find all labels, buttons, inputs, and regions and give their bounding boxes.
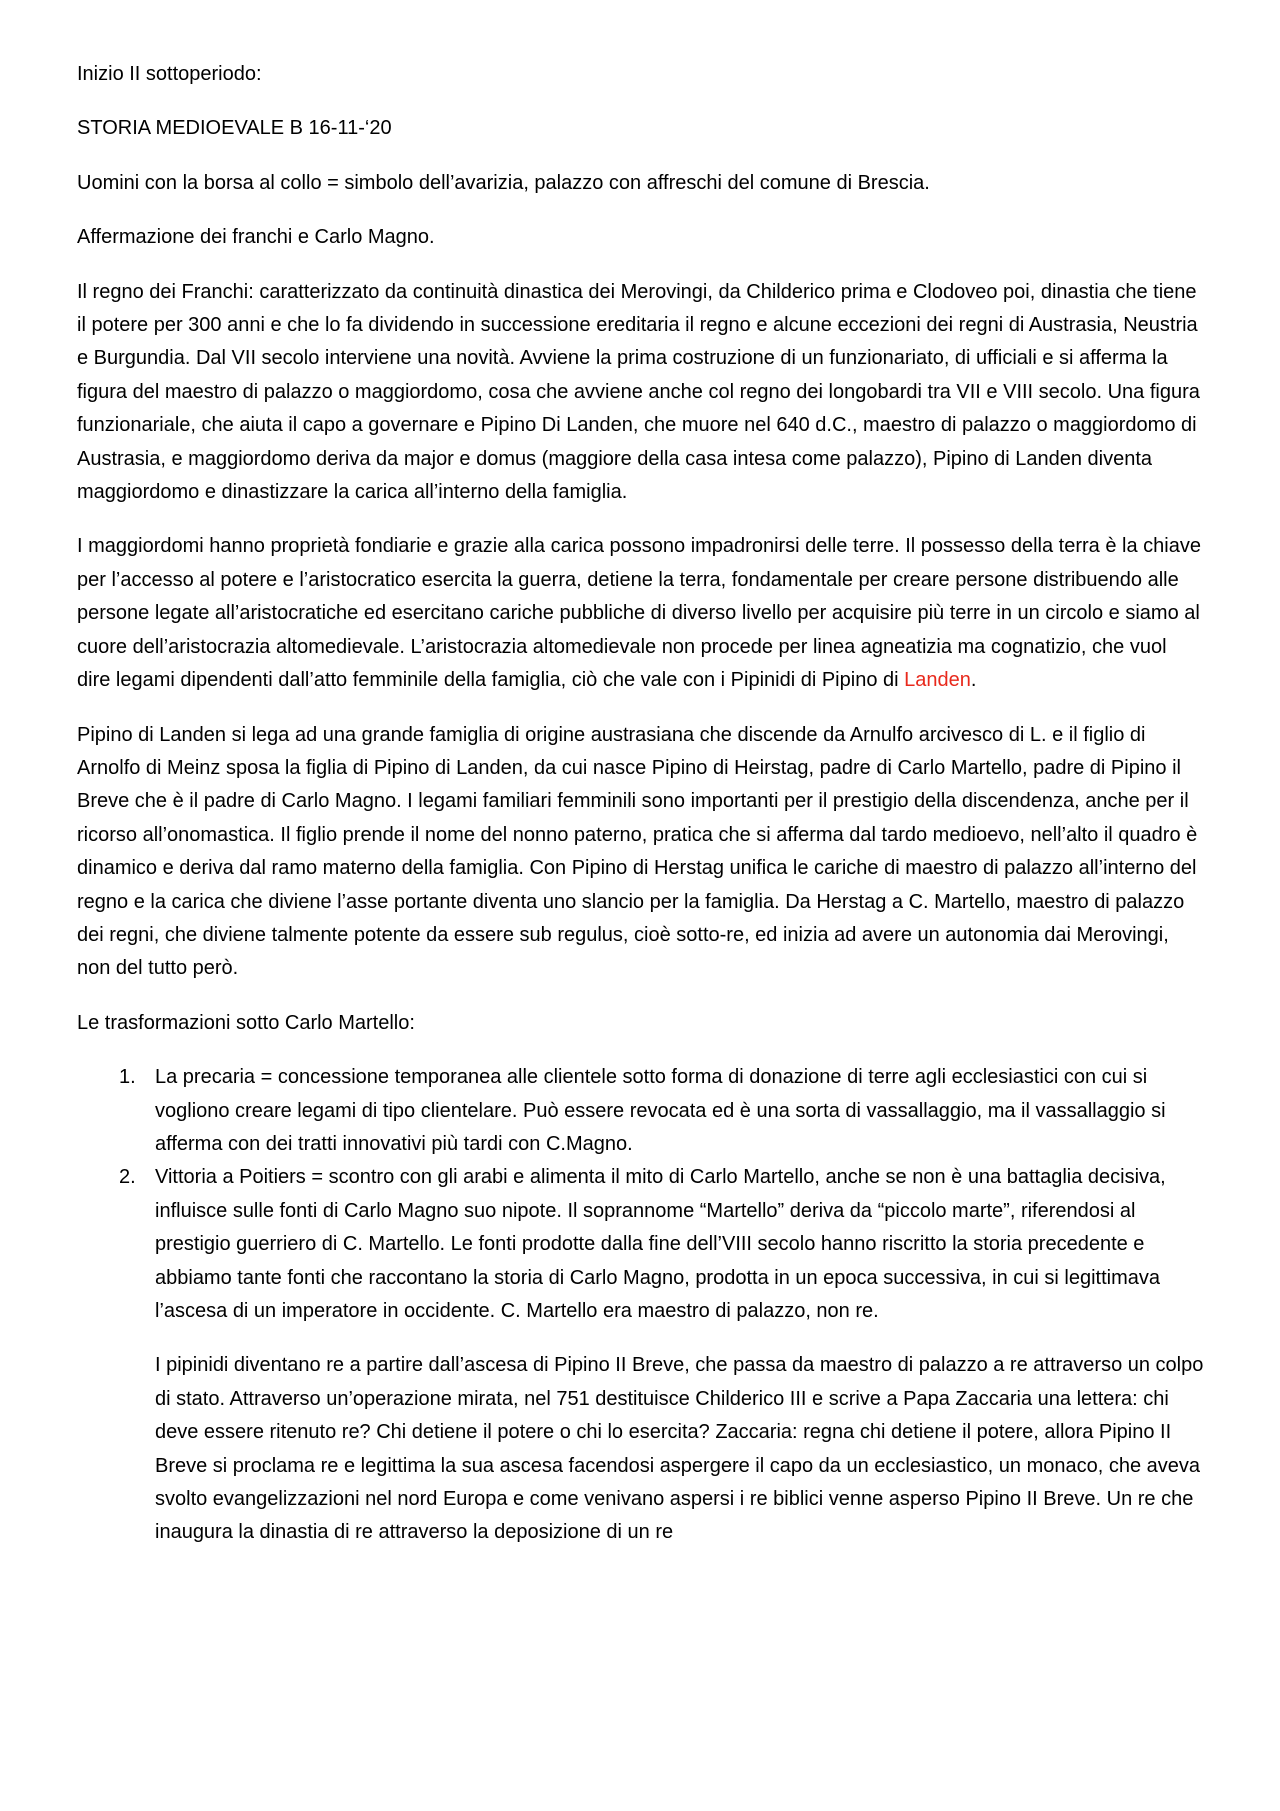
list-item-number: 1. [119, 1066, 136, 1089]
paragraph-maggiordomi-end: . [970, 669, 977, 692]
paragraph-pipinidi: I pipinidi diventano re a partire dall’ascesa di Pipino II Breve, che passa da maestro di palazzo a re attraverso un colpo di stato. Attraverso un’operazione mirata, nel 751 destituisce Childerico III e scrive a Papa Zaccaria una lettera: chi deve essere ritenuto re? Chi detiene il potere o chi lo esercita? Zaccaria: regna chi detiene il potere, allora Pipino II Breve si proclama re e legittima la sua ascesa facendosi aspergere il capo da un ecclesiastico, un monaco, che aveva svolto evangelizzazioni nel nord Europa e come venivano aspersi i re biblici venne asperso Pipino II Breve. Un re che inaugura la dinastia di re attraverso la deposizione di un re [155, 1354, 1204, 1544]
paragraph-maggiordomi-text: I maggiordomi hanno proprietà fondiarie e grazie alla carica possono impadronirsi delle terre. Il possesso della terra è la chiave per l’accesso al potere e l’aristocratico esercita la guerra, detiene la terra, fondamentale per creare persone distribuendo alle persone legate all’aristocratiche ed esercitano cariche pubbliche di diverso livello per acquisire più terre in un circolo e siamo al cuore dell’aristocrazia altomedievale. L’aristocrazia altomedievale non procede per linea agneatizia ma cognatizio, che vuol dire legami dipendenti dall’atto femminile della famiglia, ciò che vale con i Pipinidi di Pipino di [77, 535, 1201, 692]
paragraph-avarizia: Uomini con la borsa al collo = simbolo dell’avarizia, palazzo con affreschi del comune di Brescia. [77, 171, 930, 194]
list-item-text: La precaria = concessione temporanea alle clientele sotto forma di donazione di terre agli ecclesiastici con cui si vogliono creare legami di tipo clientelare. Può essere revocata ed è una sorta di vassallaggio, ma il vassallaggio si afferma con dei tratti innovativi più tardi con C.Magno. [155, 1066, 1166, 1155]
highlighted-word-landen: Landen [904, 669, 971, 692]
course-title: STORIA MEDIOEVALE B 16-11-‘20 [77, 117, 392, 140]
paragraph-maggiordomi [77, 530, 1205, 697]
list-item-text: Vittoria a Poitiers = scontro con gli arabi e alimenta il mito di Carlo Martello, anche se non è una battaglia decisiva, influisce sulle fonti di Carlo Magno suo nipote. Il soprannome “Martello” deriva da “piccolo marte”, riferendosi al prestigio guerriero di C. Martello. Le fonti prodotte dalla fine dell’VIII secolo hanno riscritto la storia precedente e abbiamo tante fonti che raccontano la storia di Carlo Magno, prodotta in un epoca successiva, in cui si legittimava l’ascesa di un imperatore in occidente. C. Martello era maestro di palazzo, non re. [155, 1166, 1166, 1322]
list-item [77, 1061, 1205, 1161]
list-heading: Le trasformazioni sotto Carlo Martello: [77, 1011, 415, 1034]
paragraph-franchi: Il regno dei Franchi: caratterizzato da continuità dinastica dei Merovingi, da Childerico prima e Clodoveo poi, dinastia che tiene il potere per 300 anni e che lo fa dividendo in successione ereditaria il regno e alcune eccezioni dei regni di Austrasia, Neustria e Burgundia. Dal VII secolo interviene una novità. Avviene la prima costruzione di un funzionariato, di ufficiali e si afferma la figura del maestro di palazzo o maggiordomo, cosa che avviene anche col regno dei longobardi tra VII e VIII secolo. Una figura funzionariale, che aiuta il capo a governare e Pipino Di Landen, che muore nel 640 d.C., maestro di palazzo o maggiordomo di Austrasia, e maggiordomo deriva da major e domus (maggiore della casa intesa come palazzo), Pipino di Landen diventa maggiordomo e dinastizzare la carica all’interno della famiglia. [77, 280, 1200, 504]
list-item-number: 2. [119, 1166, 136, 1189]
paragraph-landen: Pipino di Landen si lega ad una grande famiglia di origine austrasiana che discende da Arnulfo arcivesco di L. e il figlio di Arnolfo di Meinz sposa la figlia di Pipino di Landen, da cui nasce Pipino di Heirstag, padre di Carlo Martello, padre di Pipino il Breve che è il padre di Carlo Magno. I legami familiari femminili sono importanti per il prestigio della discendenza, anche per il ricorso all’onomastica. Il figlio prende il nome del nonno paterno, pratica che si afferma dal tardo medioevo, nell’alto il quadro è dinamico e deriva dal ramo materno della famiglia. Con Pipino di Herstag unifica le cariche di maestro di palazzo all’interno del regno e la carica che diviene l’asse portante diventa uno slancio per la famiglia. Da Herstag a C. Martello, maestro di palazzo dei regni, che diviene talmente potente da essere sub regulus, cioè sotto-re, ed inizia ad avere un autonomia dai Merovingi, non del tutto però. [77, 723, 1198, 980]
numbered-list [77, 1061, 1205, 1328]
document-page [77, 58, 1205, 1571]
paragraph-topic: Affermazione dei franchi e Carlo Magno. [77, 226, 435, 249]
intro-line: Inizio II sottoperiodo: [77, 63, 262, 85]
list-item [77, 1161, 1205, 1328]
